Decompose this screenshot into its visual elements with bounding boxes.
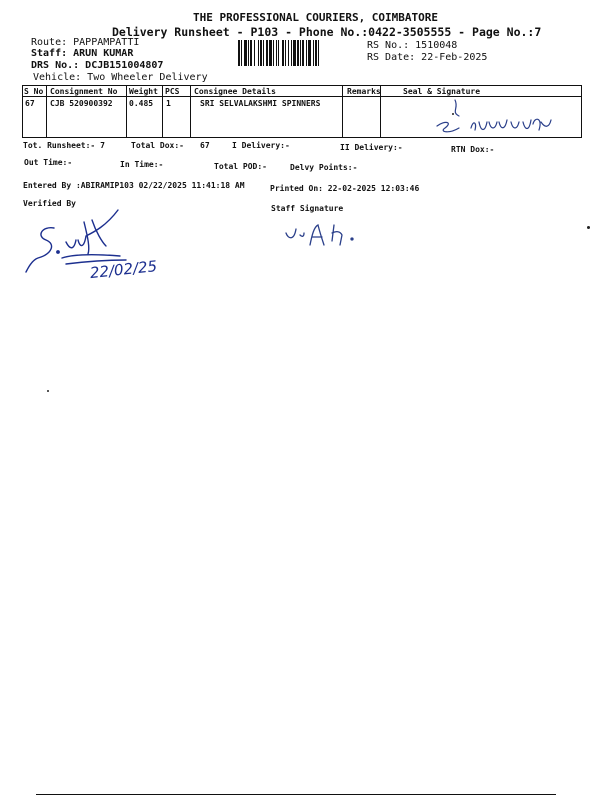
scan-speck <box>452 113 454 115</box>
col-divider <box>190 85 191 137</box>
ii-delivery: II Delivery:- <box>340 143 403 152</box>
verified-date-handwritten: 22/02/25 <box>89 257 158 282</box>
company-title: THE PROFESSIONAL COURIERS, COIMBATORE <box>193 11 439 24</box>
entered-by: Entered By :ABIRAMIP103 02/22/2025 11:41:18 AM <box>23 181 245 190</box>
col-divider <box>22 85 23 137</box>
staff-signature-label: Staff Signature <box>271 204 344 213</box>
table-top-border <box>22 85 582 86</box>
col-divider <box>162 85 163 137</box>
cell-sno: 67 <box>25 99 35 108</box>
scan-speck <box>587 226 590 229</box>
col-header-consignee: Consignee Details <box>194 87 276 96</box>
barcode <box>238 40 358 66</box>
cell-consignment-no: CJB 520900392 <box>50 99 113 108</box>
col-header-weight: Weight <box>129 87 158 96</box>
i-delivery: I Delivery:- <box>232 141 290 150</box>
rtn-dox: RTN Dox:- <box>451 145 495 154</box>
printed-on: Printed On: 22-02-2025 12:03:46 <box>270 184 420 193</box>
col-header-consignment: Consignment No <box>50 87 118 96</box>
total-dox-value: 67 <box>200 141 210 150</box>
drs-number: DRS No.: DCJB151004807 <box>31 60 164 71</box>
out-time: Out Time:- <box>24 158 73 167</box>
col-header-sno: S No <box>24 87 44 96</box>
col-header-pcs: PCS <box>165 87 180 96</box>
cell-weight: 0.485 <box>129 99 154 108</box>
staff-label: Staff: ARUN KUMAR <box>31 48 134 59</box>
rs-number: RS No.: 1510048 <box>367 40 458 51</box>
cell-consignee: SRI SELVALAKSHMI SPINNERS <box>200 99 321 108</box>
in-time: In Time:- <box>120 160 164 169</box>
total-dox-label: Total Dox:- <box>131 141 184 150</box>
receiver-signature <box>425 98 565 140</box>
scan-speck <box>47 390 49 392</box>
col-divider <box>342 85 343 137</box>
col-divider <box>581 85 582 137</box>
staff-signature <box>280 215 370 255</box>
runsheet-subtitle: Delivery Runsheet - P103 - Phone No.:0422-3505555 - Page No.:7 <box>112 25 542 39</box>
verified-by-label: Verified By <box>23 199 76 208</box>
verified-signature <box>22 202 162 282</box>
col-divider <box>126 85 127 137</box>
col-header-seal-signature: Seal & Signature <box>403 87 481 96</box>
table-header-border <box>22 96 582 97</box>
total-pod: Total POD:- <box>214 162 267 171</box>
col-divider <box>46 85 47 137</box>
rs-date: RS Date: 22-Feb-2025 <box>367 52 488 63</box>
tot-runsheet: Tot. Runsheet:- 7 <box>23 141 105 150</box>
delvy-points: Delvy Points:- <box>290 163 358 172</box>
route-label: Route: PAPPAMPATTI <box>31 37 140 48</box>
col-header-remarks: Remarks <box>347 87 381 96</box>
vehicle-label: Vehicle: Two Wheeler Delivery <box>33 72 208 83</box>
bottom-rule <box>36 794 556 795</box>
cell-pcs: 1 <box>166 99 171 108</box>
